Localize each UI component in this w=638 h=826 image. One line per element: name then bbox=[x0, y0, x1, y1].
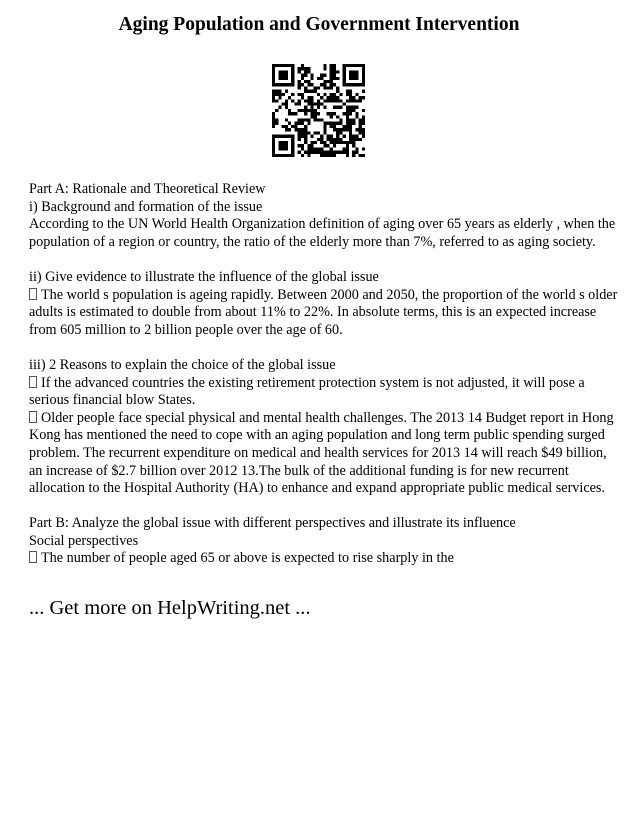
qr-code-icon bbox=[272, 64, 365, 157]
paragraph-gap bbox=[29, 498, 619, 516]
paragraph-gap bbox=[29, 251, 619, 269]
section1-paragraph: According to the UN World Health Organization definition of aging over 65 years as elderly , when the population of a region or country, the ratio of the elderly more than 7%, referred to as aging society. bbox=[29, 216, 616, 250]
paragraph-gap bbox=[29, 339, 619, 357]
part-a-heading: Part A: Rationale and Theoretical Review bbox=[29, 181, 266, 197]
missing-glyph-box-icon bbox=[29, 411, 37, 423]
part-b-heading: Part B: Analyze the global issue with different perspectives and illustrate its influence bbox=[29, 515, 516, 532]
section3-bullet-1 bbox=[29, 375, 619, 410]
missing-glyph-box-icon bbox=[29, 551, 37, 563]
missing-glyph-box-icon bbox=[29, 288, 37, 300]
section1-heading: i) Background and formation of the issue bbox=[29, 198, 263, 215]
section2-bullet-1 bbox=[29, 287, 619, 340]
section2-heading: ii) Give evidence to illustrate the influence of the global issue bbox=[29, 268, 379, 285]
section3-heading: iii) 2 Reasons to explain the choice of the global issue bbox=[29, 356, 336, 373]
bullet-text: If the advanced countries the existing retirement protection system is not adjusted, it will pose a serious financial blow States. bbox=[29, 374, 585, 409]
bullet-text: The number of people aged 65 or above is expected to rise sharply in the bbox=[41, 550, 454, 567]
section3-bullet-2 bbox=[29, 410, 619, 498]
document-title: Aging Population and Government Intervention bbox=[118, 14, 520, 35]
get-more-link[interactable]: ... Get more on HelpWriting.net ... bbox=[29, 597, 311, 619]
social-bullet-1 bbox=[29, 550, 619, 568]
document-body bbox=[29, 181, 619, 568]
bullet-text: The world s population is ageing rapidly. Between 2000 and 2050, the proportion of the world s older adults is estimated to double from about 11% to 22%. In absolute terms, this is an expected increase from 605 million to 2 billion people over the age of 60. bbox=[29, 286, 618, 338]
missing-glyph-box-icon bbox=[29, 376, 37, 388]
bullet-text: Older people face special physical and mental health challenges. The 2013 14 Budget report in Hong Kong has mentioned the need to cope with an aging population and long term public spending surged problem. The recurrent expenditure on medical and health services for 2013 14 will reach $49 billion, an increase of $2.7 billion over 2012 13.The bulk of the additional funding is for new recurrent allocation to the Hospital Authority (HA) to enhance and expand appropriate public medical services. bbox=[29, 409, 614, 497]
social-heading: Social perspectives bbox=[29, 532, 139, 549]
